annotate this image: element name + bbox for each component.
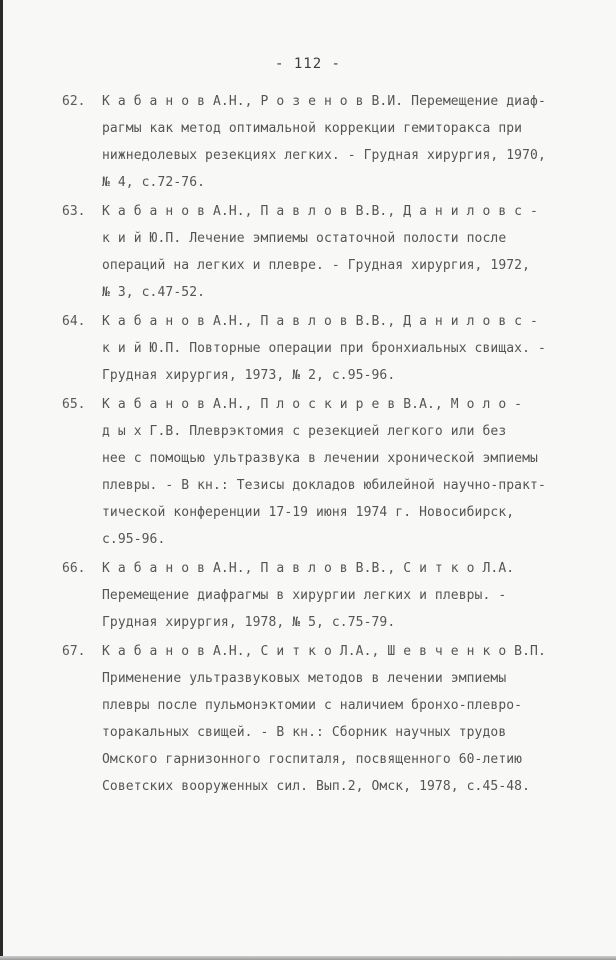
entry-text-line: нижнедолевых резекциях легких. - Грудная хирургия, 1970, — [102, 148, 546, 163]
entry-text-line: нее с помощью ультразвука в лечении хронической эмпиемы — [102, 451, 538, 466]
entry-text-line: № 4, с.72-76. — [102, 175, 206, 190]
entry-text-line: К а б а н о в А.Н., П а в л о в В.В., Д а н и л о в с - — [102, 314, 538, 329]
bibliography-entry — [62, 638, 572, 800]
entry-text-line: рагмы как метод оптимальной коррекции гемиторакса при — [102, 121, 523, 136]
entry-text-line: торакальных свищей. - В кн.: Сборник научных трудов — [102, 725, 507, 740]
bibliography-entry — [62, 308, 572, 389]
entry-text-line: Грудная хирургия, 1978, № 5, с.75-79. — [102, 615, 396, 630]
entry-number: 65. — [62, 397, 86, 412]
entry-text-line: Применение ультразвуковых методов в лечении эмпиемы — [102, 671, 507, 686]
entry-text-line: Грудная хирургия, 1973, № 2, с.95-96. — [102, 368, 396, 383]
entry-text-line: с.95-96. — [102, 532, 166, 547]
page-number: - 112 - — [274, 56, 341, 72]
entry-number: 66. — [62, 561, 86, 576]
entry-text-line: К а б а н о в А.Н., С и т к о Л.А., Ш е в ч е н к о В.П. — [102, 644, 546, 659]
entry-text-line: Перемещение диафрагмы в хирургии легких и плевры. - — [102, 588, 507, 603]
entry-text-line: плевры после пульмонэктомии с наличием бронхо-плевро- — [102, 698, 523, 713]
entry-number: 67. — [62, 644, 86, 659]
entry-text-line: К а б а н о в А.Н., П а в л о в В.В., С и т к о Л.А. — [102, 561, 515, 576]
entry-text-line: К а б а н о в А.Н., П л о с к и р е в В.А., М о л о - — [102, 397, 523, 412]
page-edge-shadow — [0, 0, 3, 960]
entry-text-line: к и й Ю.П. Повторные операции при бронхиальных свищах. - — [102, 341, 546, 356]
entry-text-line: операций на легких и плевре. - Грудная хирургия, 1972, — [102, 258, 531, 273]
entry-number: 62. — [62, 94, 86, 109]
entry-text-line: К а б а н о в А.Н., П а в л о в В.В., Д а н и л о в с - — [102, 204, 538, 219]
bibliography-entry — [62, 555, 572, 636]
bibliography-entry — [62, 391, 572, 553]
entry-number: 63. — [62, 204, 86, 219]
entry-text-line: Советских вооруженных сил. Вып.2, Омск, 1978, с.45-48. — [102, 779, 531, 794]
entry-text-line: плевры. - В кн.: Тезисы докладов юбилейной научно-практ- — [102, 478, 546, 493]
page-bottom-edge — [0, 956, 616, 960]
entry-text-line: д ы х Г.В. Плеврэктомия с резекцией легкого или без — [102, 424, 507, 439]
entry-text-line: № 3, с.47-52. — [102, 285, 206, 300]
entry-text-line: К а б а н о в А.Н., Р о з е н о в В.И. Перемещение диаф- — [102, 94, 546, 109]
bibliography-entry — [62, 88, 572, 196]
entry-text-line: тической конференции 17-19 июня 1974 г. Новосибирск, — [102, 505, 515, 520]
entry-number: 64. — [62, 314, 86, 329]
bibliography-list — [62, 88, 572, 802]
entry-text-line: к и й Ю.П. Лечение эмпиемы остаточной полости после — [102, 231, 507, 246]
bibliography-entry — [62, 198, 572, 306]
entry-text-line: Омского гарнизонного госпиталя, посвященного 60-летию — [102, 752, 523, 767]
